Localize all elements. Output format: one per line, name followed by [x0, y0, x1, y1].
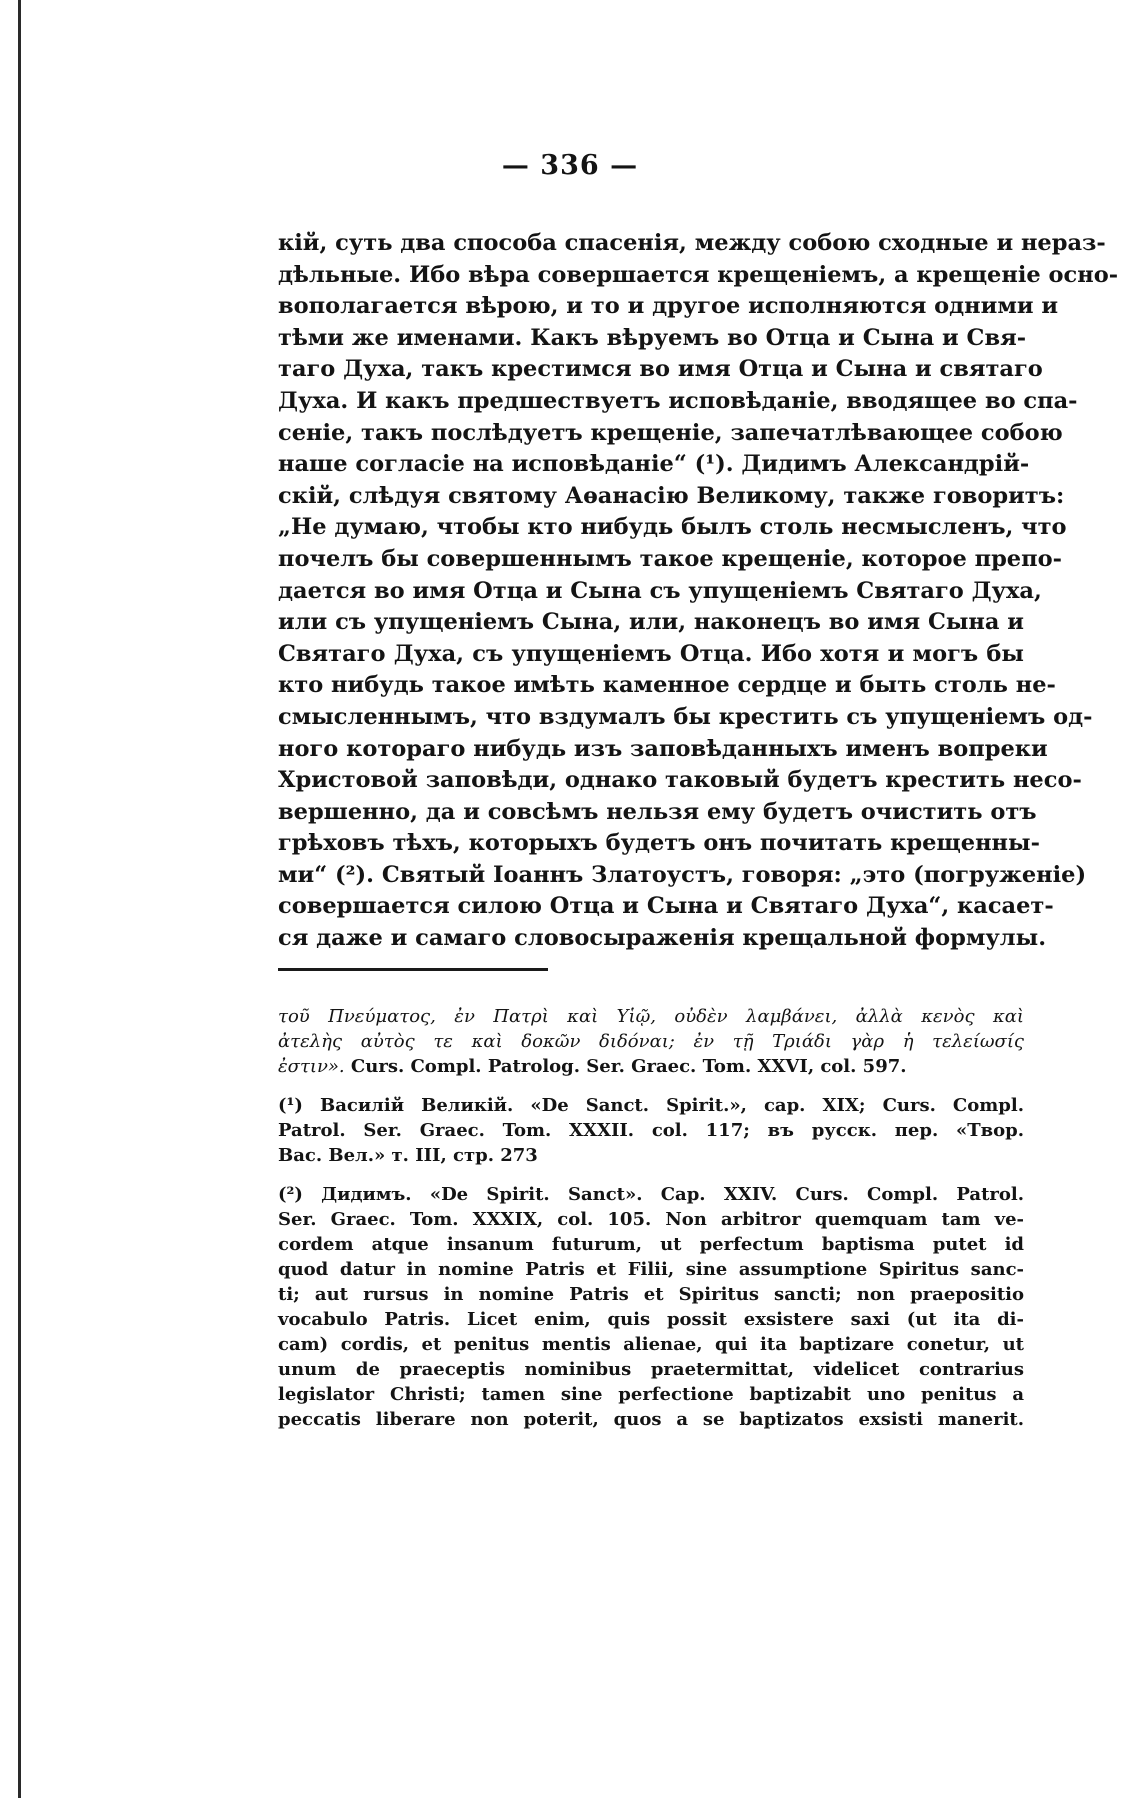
text-line: или съ упущеніемъ Сына, или, наконецъ во имя Сына и: [278, 609, 1024, 636]
footnote-1-line: Patrol. Ser. Graec. Tom. XXXII. col. 117; въ русск. пер. «Твор.: [278, 1120, 1024, 1141]
footnote-greek-tail: ἐστιν».: [278, 1056, 345, 1077]
footnotes: [278, 1004, 1024, 1432]
text-line: кто нибудь такое имѣть каменное сердце и быть столь не-: [278, 672, 1056, 699]
footnote-1-line: (¹) Василій Великій. «De Sanct. Spirit.», cap. XIX; Curs. Compl.: [278, 1095, 1024, 1116]
text-line: Святаго Духа, съ упущеніемъ Отца. Ибо хотя и могъ бы: [278, 640, 1024, 667]
footnote-greek-line: ἀτελὴς αὐτὸς τε καὶ δοκῶν διδόναι; ἐν τῇ Τριάδι γὰρ ἡ τελείωσίς: [278, 1031, 1024, 1052]
footnote-2-line: unum de praeceptis nominibus praetermittat, videlicet contrarius: [278, 1359, 1024, 1380]
footnote-greek-ref-line: [278, 1054, 1024, 1079]
footnote-2-line: cordem atque insanum futurum, ut perfectum baptisma putet id: [278, 1234, 1024, 1255]
text-line: Христовой заповѣди, однако таковый будетъ крестить несо-: [278, 767, 1082, 794]
text-line: Духа. И какъ предшествуетъ исповѣданіе, вводящее во спа-: [278, 387, 1078, 414]
main-text: [278, 228, 1119, 955]
text-line: скій, слѣдуя святому Аѳанасію Великому, также говоритъ:: [278, 482, 1065, 509]
scan-edge-line: [18, 0, 21, 1798]
text-line: ми“ (²). Святый Іоаннъ Златоустъ, говоря: „это (погруженіе): [278, 861, 1087, 888]
footnote-greek-ref: Curs. Compl. Patrolog. Ser. Graec. Tom. XXVI, col. 597.: [350, 1056, 907, 1077]
text-line: ся даже и самаго словосыраженія крещальной формулы.: [278, 925, 1047, 952]
text-line: ного котораго нибудь изъ заповѣданныхъ именъ вопреки: [278, 735, 1048, 762]
text-line: грѣховъ тѣхъ, которыхъ будетъ онъ почитать крещенны-: [278, 830, 1040, 857]
text-line: таго Духа, такъ крестимся во имя Отца и Сына и святаго: [278, 356, 1043, 383]
text-line: кій, суть два способа спасенія, между собою сходные и нераз-: [278, 230, 1106, 256]
footnote-2-line: (²) Дидимъ. «De Spirit. Sanct». Cap. XXIV. Curs. Compl. Patrol.: [278, 1184, 1024, 1205]
footnote-1-last-line: Вас. Вел.» т. III, стр. 273: [278, 1145, 538, 1166]
text-line: тѣми же именами. Какъ вѣруемъ во Отца и Сына и Свя-: [278, 324, 1027, 351]
text-line: дается во имя Отца и Сына съ упущеніемъ Святаго Духа,: [278, 577, 1042, 604]
page-number: — 336 —: [501, 150, 639, 181]
footnote-2-line: ti; aut rursus in nomine Patris et Spiritus sancti; non praepositio: [278, 1284, 1024, 1305]
footnote-2-line: Ser. Graec. Tom. XXXIX, col. 105. Non arbitror quemquam tam ve-: [278, 1209, 1024, 1230]
text-line: вополагается вѣрою, и то и другое исполняются одними и: [278, 293, 1059, 320]
text-line: наше согласіе на исповѣданіе“ (¹). Дидимъ Александрій-: [278, 451, 1030, 478]
footnote-greek-line: τοῦ Πνεύματος, ἐν Πατρὶ καὶ Υἱῷ, οὐδὲν λαμβάνει, ἀλλὰ κενὸς καὶ: [278, 1006, 1024, 1027]
text-line: совершается силою Отца и Сына и Святаго Духа“, касает-: [278, 893, 1054, 920]
text-line: дѣльные. Ибо вѣра совершается крещеніемъ, а крещеніе осно-: [278, 261, 1119, 288]
text-line: „Не думаю, чтобы кто нибудь былъ столь несмысленъ, что: [278, 514, 1067, 541]
text-line: почелъ бы совершеннымъ такое крещеніе, которое препо-: [278, 545, 1062, 572]
text-line: вершенно, да и совсѣмъ нельзя ему будетъ очистить отъ: [278, 798, 1037, 825]
text-line: смысленнымъ, что вздумалъ бы крестить съ упущеніемъ од-: [278, 703, 1093, 730]
footnote-2-line: legislator Christi; tamen sine perfectione baptizabit uno penitus a: [278, 1384, 1024, 1405]
footnote-2-last-line: peccatis liberare non poterit, quos a se baptizatos exsisti manerit.: [278, 1409, 1024, 1430]
footnote-2-line: cam) cordis, et penitus mentis alienae, qui ita baptizare conetur, ut: [278, 1334, 1024, 1355]
footnote-2-line: vocabulo Patris. Licet enim, quis possit exsistere saxi (ut ita di-: [278, 1309, 1024, 1330]
footnote-separator: [278, 968, 548, 971]
text-line: сеніе, такъ послѣдуетъ крещеніе, запечатлѣвающее собою: [278, 419, 1063, 446]
footnote-2-line: quod datur in nomine Patris et Filii, sine assumptione Spiritus sanc-: [278, 1259, 1024, 1280]
